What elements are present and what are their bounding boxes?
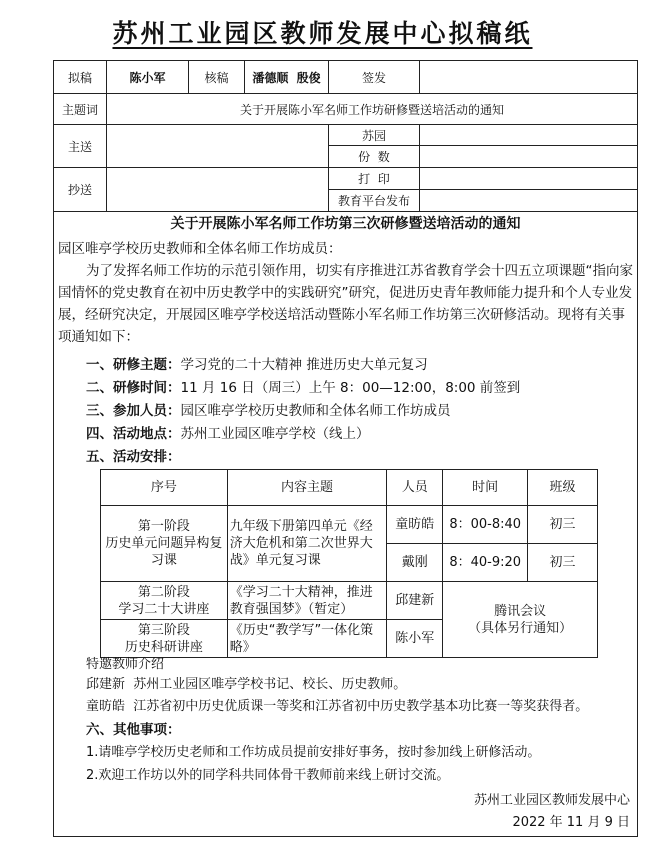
- drafter-label: 拟稿: [67, 70, 92, 85]
- header-cell: 时间: [443, 470, 528, 506]
- expert-line: 童昉皓 江苏省初中历史优质课一等奖和江苏省初中历史教学基本功比赛一等奖获得者。: [86, 699, 589, 714]
- subject-label: 主题词: [61, 102, 98, 117]
- suyuan-label: 苏园: [361, 128, 386, 143]
- cc-label: 抄送: [67, 183, 92, 197]
- expert-line: 邱建新 苏州工业园区唯亭学校书记、校长、历史教师。: [86, 677, 407, 692]
- footer-org: 苏州工业园区教师发展中心: [473, 793, 630, 808]
- notice-item: [86, 446, 634, 468]
- item-label: 五、活动安排：: [86, 449, 181, 465]
- notice-item: [86, 377, 634, 399]
- topic-cell: 九年级下册第四单元《经济大危机和第二次世界大战》单元复习课: [227, 506, 387, 582]
- class-cell: 初三: [528, 544, 598, 582]
- time-cell: 8：00-8:40: [443, 506, 528, 544]
- person-cell: 陈小军: [387, 620, 443, 658]
- item-label: 四、活动地点：: [86, 426, 181, 442]
- header-cell: 内容主题: [227, 470, 387, 506]
- topic-cell: 《历史“教学写”一体化策略》: [227, 620, 387, 658]
- class-cell: 初三: [528, 506, 598, 544]
- item-label: 二、研修时间：: [86, 380, 181, 396]
- stage-cell: 第一阶段 历史单元问题异构复习课: [101, 506, 228, 582]
- footer-date: 2022 年 11 月 9 日: [512, 815, 630, 830]
- schedule-table: [100, 469, 598, 658]
- time-cell: 8：40-9:20: [443, 544, 528, 582]
- sign-label: 签发: [361, 70, 386, 85]
- drafter-value: 陈小军: [129, 70, 166, 85]
- other-line: 2.欢迎工作坊以外的同学科共同体骨干教师前来线上研讨交流。: [86, 768, 450, 783]
- item-text: 苏州工业园区唯亭学校（线上）: [180, 426, 370, 442]
- meeting-note-cell: 腾讯会议 （具体另行通知）: [443, 582, 598, 658]
- stage-cell: 第二阶段 学习二十大讲座: [101, 582, 228, 620]
- checker-value: 潘德顺 殷俊: [252, 70, 321, 85]
- item-text: 学习党的二十大精神 推进历史大单元复习: [180, 357, 428, 373]
- person-cell: 邱建新: [387, 582, 443, 620]
- notice-salutation: 园区唯亭学校历史教师和全体名师工作坊成员：: [58, 241, 342, 257]
- notice-title: 关于开展陈小军名师工作坊第三次研修暨送培活动的通知: [170, 216, 521, 232]
- person-cell: 戴刚: [387, 544, 443, 582]
- item-text: 园区唯亭学校历史教师和全体名师工作坊成员: [180, 403, 451, 419]
- stage-cell: 第三阶段 历史科研讲座: [101, 620, 228, 658]
- experts-heading: 特邀教师介绍: [86, 657, 165, 672]
- notice-item: [86, 400, 634, 422]
- header-cell: 序号: [101, 470, 228, 506]
- other-heading: 六、其他事项：: [86, 722, 181, 738]
- header-cell: 人员: [387, 470, 443, 506]
- platform-label: 教育平台发布: [337, 194, 410, 208]
- item-label: 一、研修主题：: [86, 357, 181, 373]
- subject-value: 关于开展陈小军名师工作坊研修暨送培活动的通知: [239, 102, 504, 117]
- notice-item: [86, 423, 634, 445]
- item-label: 三、参加人员：: [86, 403, 181, 419]
- print-label: 打 印: [358, 172, 390, 186]
- topic-cell: 《学习二十大精神，推进教育强国梦》（暂定）: [227, 582, 387, 620]
- table-header-row: [101, 470, 598, 506]
- notice-intro: 为了发挥名师工作坊的示范引领作用，切实有序推进江苏省教育学会十四五立项课题“指向家国情怀的党史教育在初中历史教学中的实践研究”研究，促进历史青年教师能力提升和个人专业发展，经研究决定，开展园区唯亭学校送培活动暨陈小军名师工作坊第三次研修活动。现将有关事项通知如下：: [58, 263, 633, 345]
- checker-label: 核稿: [204, 70, 229, 85]
- other-line: 1.请唯亭学校历史老师和工作坊成员提前安排好事务，按时参加线上研修活动。: [86, 745, 541, 760]
- send-to-label: 主送: [67, 139, 92, 154]
- table-row: [101, 506, 598, 544]
- person-cell: 童昉皓: [387, 506, 443, 544]
- copies-label: 份 数: [358, 150, 390, 164]
- table-row: [101, 582, 598, 620]
- item-text: 11 月 16 日（周三）上午 8：00—12:00，8:00 前签到: [180, 380, 521, 396]
- header-cell: 班级: [528, 470, 598, 506]
- notice-item: [86, 354, 634, 376]
- page-title: 苏州工业园区教师发展中心拟稿纸: [112, 19, 533, 48]
